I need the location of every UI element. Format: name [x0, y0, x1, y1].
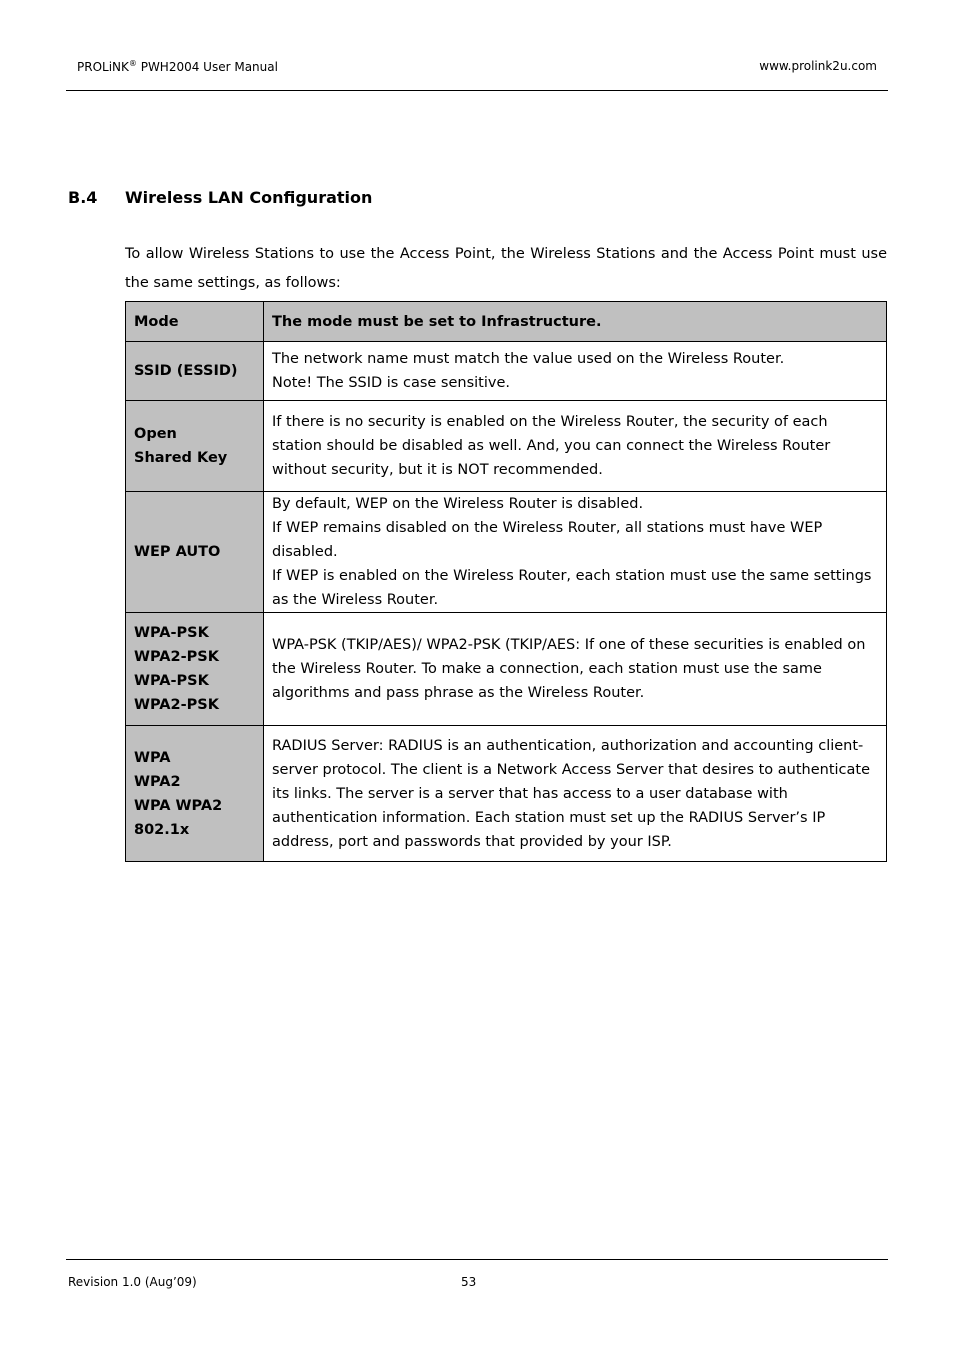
row-value-cell	[264, 613, 887, 726]
header-value-cell: The mode must be set to Infrastructure.	[264, 302, 887, 342]
row-value-cell	[264, 492, 887, 613]
row-key-cell	[126, 401, 264, 492]
page-header	[66, 58, 888, 91]
row-value-cell	[264, 726, 887, 862]
row-key-cell	[126, 342, 264, 401]
row-value-line: The network name must match the value used on the Wireless Router.	[272, 351, 785, 367]
row-key-cell	[126, 726, 264, 862]
row-value-cell	[264, 342, 887, 401]
row-value-line: If WEP is enabled on the Wireless Router, each station must use the same settings as the Wireless Router.	[272, 568, 872, 608]
row-key-line: WPA-PSK	[134, 625, 209, 641]
row-value-line: If WEP remains disabled on the Wireless Router, all stations must have WEP disabled.	[272, 520, 823, 560]
registered-mark: ®	[128, 59, 137, 68]
row-key-line: WPA	[134, 749, 171, 766]
row-value-cell	[264, 401, 887, 492]
manual-name: PWH2004 User Manual	[136, 60, 278, 74]
row-key-line: Open	[134, 426, 177, 442]
row-key-line: WEP AUTO	[134, 544, 221, 560]
table-header-row	[126, 302, 887, 342]
row-key-line: 802.1x	[134, 821, 190, 838]
config-table	[125, 301, 887, 862]
row-key-line: WPA2-PSK	[134, 697, 219, 713]
row-key-line: SSID (ESSID)	[134, 363, 238, 379]
row-key-cell	[126, 613, 264, 726]
section-title: Wireless LAN Configuration	[125, 188, 373, 207]
page-number: 53	[461, 1275, 477, 1289]
row-value-line: If there is no security is enabled on the Wireless Router, the security of each station should be disabled as well. And, you can connect the Wireless Router without security, but it is NOT recommended.	[272, 414, 831, 478]
header-key-cell: Mode	[126, 302, 264, 342]
page-footer	[66, 1259, 888, 1289]
table-row	[126, 401, 887, 492]
table-row	[126, 492, 887, 613]
header-manual-title	[77, 59, 278, 74]
header-url: www.prolink2u.com	[759, 59, 877, 73]
row-key-cell	[126, 492, 264, 613]
row-key-line: WPA2-PSK	[134, 649, 219, 665]
footer-revision: Revision 1.0 (Aug’09)	[68, 1275, 197, 1289]
row-key-line: WPA-PSK	[134, 673, 209, 689]
row-key-line: WPA2	[134, 773, 181, 790]
row-value-line: WPA-PSK (TKIP/AES)/ WPA2-PSK (TKIP/AES: If one of these securities is enabled on the Wireless Router. To make a connection, each station must use the same algorithms and pass phrase as the Wireless Router.	[272, 637, 866, 701]
row-key-line: Shared Key	[134, 450, 228, 466]
row-value-line: RADIUS Server: RADIUS is an authentication, authorization and accounting client-server protocol. The client is a Network Access Server that desires to authenticate its links. The server is a server that has access to a user database with authentication information. Each station must set up the RADIUS Server’s IP address, port and passwords that provided by your ISP.	[272, 737, 871, 850]
brand-name: PROLiNK	[77, 60, 129, 74]
table-row	[126, 342, 887, 401]
row-value-line: By default, WEP on the Wireless Router is disabled.	[272, 496, 644, 512]
table-row	[126, 613, 887, 726]
row-key-line: WPA WPA2	[134, 797, 223, 814]
row-value-line: Note! The SSID is case sensitive.	[272, 375, 510, 391]
table-row	[126, 726, 887, 862]
intro-paragraph: To allow Wireless Stations to use the Access Point, the Wireless Stations and the Access Point must use the same settings, as follows:	[125, 246, 887, 291]
section-number: B.4	[68, 188, 98, 207]
